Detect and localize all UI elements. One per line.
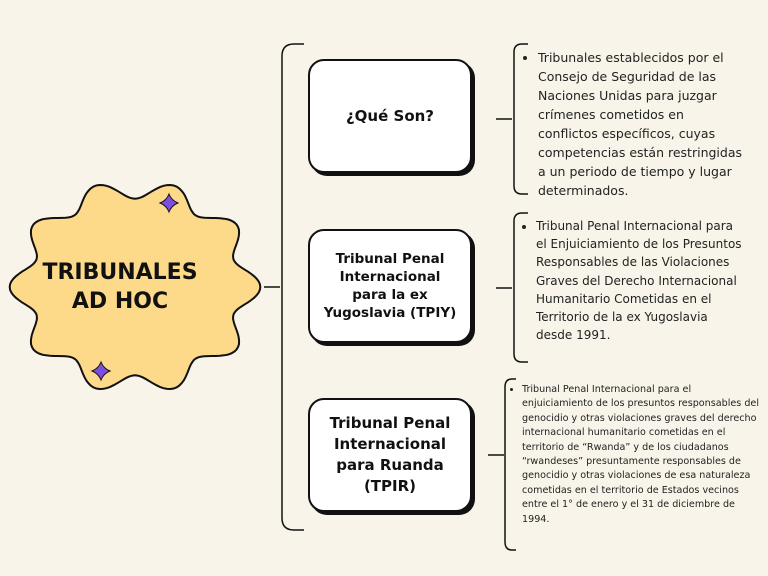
branch-title: ¿Qué Son?: [345, 107, 434, 125]
central-title: TRIBUNALES AD HOC: [42, 260, 198, 314]
description-tpiy: [520, 217, 742, 344]
branch-box-tpir: [308, 398, 472, 512]
description-item: • Tribunales establecidos por el Consejo de Seguridad de las Naciones Unidas para juzgar crímenes cometidos en conflictos específicos, cuyas competencias están restringidas a un periodo de tiempo y lugar determinados.: [538, 48, 742, 200]
description-item: • Tribunal Penal Internacional para el enjuiciamiento de los presuntos responsables del genocidio y otras violaciones graves del derecho internacional humanitario cometidas en el territorio de “Rwanda” y de los ciudadanos “rwandeses” presuntamente responsables de genocidio y otras violaciones de esa naturaleza cometidas en el territorio de Estados vecinos entre el 1° de enero y el 31 de diciembre de 1994.: [522, 383, 760, 527]
branch-box-tpiy: [308, 229, 472, 343]
description-tpir: [510, 383, 760, 527]
description-item: • Tribunal Penal Internacional para el Enjuiciamiento de los Presuntos Responsables de las Violaciones Graves del Derecho Internacional Humanitario Cometidas en el Territorio de la ex Yugoslavia desde 1991.: [536, 217, 742, 344]
description-que-son: [522, 48, 742, 200]
branch-title: Tribunal Penal Internacional para Ruanda (TPIR): [329, 414, 451, 495]
branch-box-que-son: [308, 59, 472, 173]
branch-title: Tribunal Penal Internacional para la ex Yugoslavia (TPIY): [323, 251, 457, 321]
